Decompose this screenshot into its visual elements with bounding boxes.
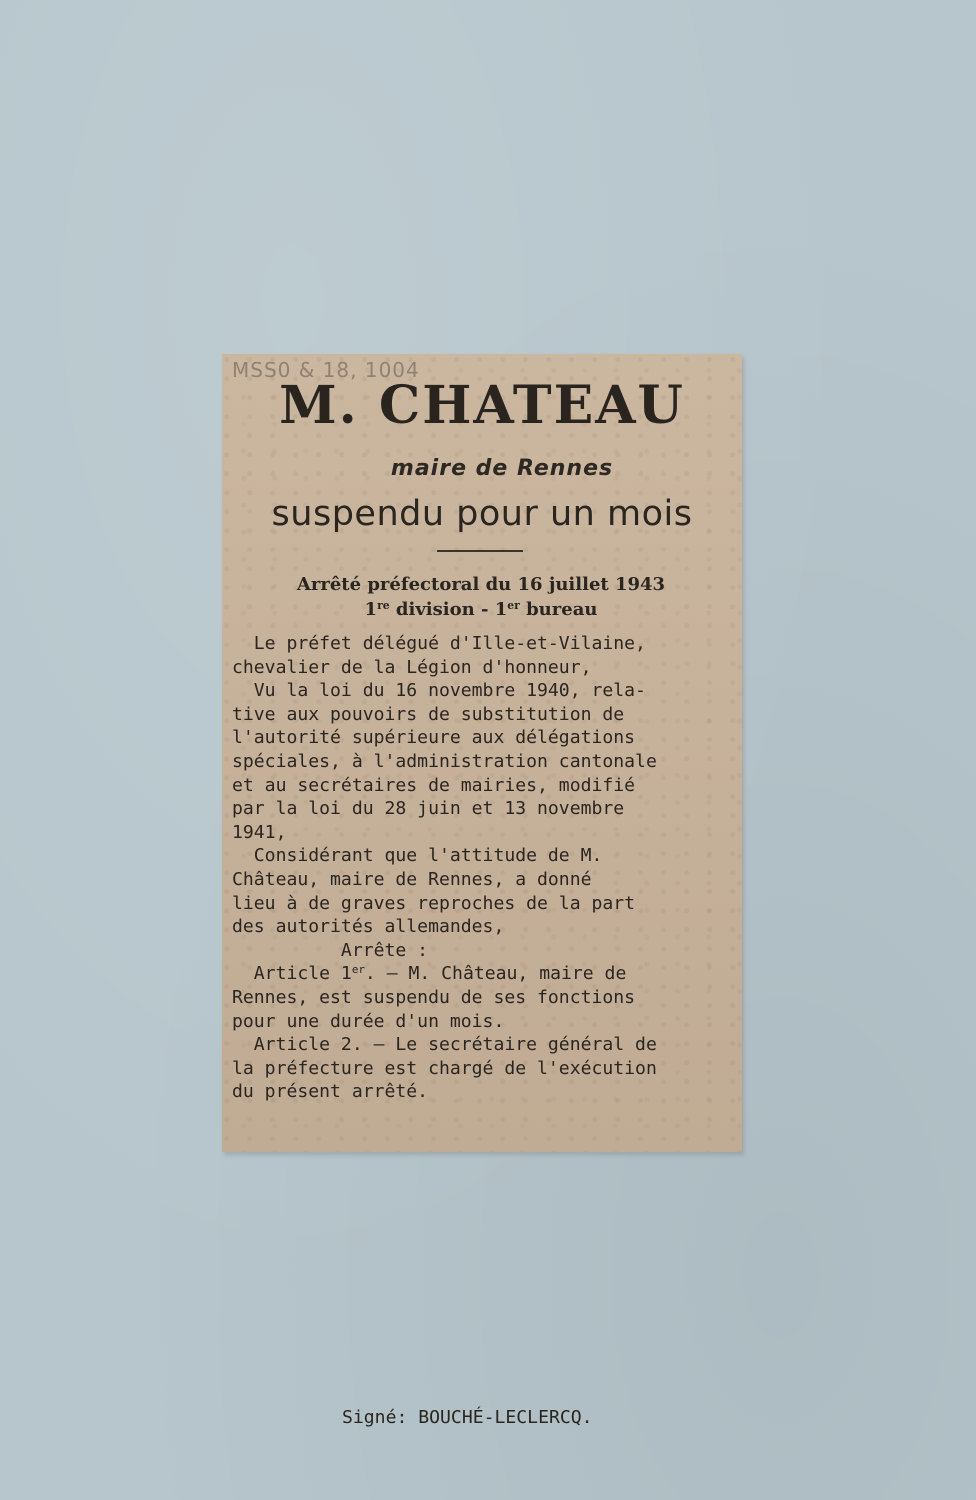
decree-division <box>236 597 726 622</box>
body-line: par la loi du 28 juin et 13 novembre <box>232 798 625 820</box>
body-line: Article 2. — Le secrétaire général de <box>232 1034 657 1056</box>
body-line: Vu la loi du 16 novembre 1940, rela- <box>232 680 646 702</box>
bureau-word: bureau <box>519 599 598 620</box>
heading-separator: - <box>474 599 495 620</box>
signature: Signé: BOUCHÉ-LECLERCQ. <box>342 1407 593 1428</box>
headline: M. CHATEAU <box>279 375 685 436</box>
body-line: Considérant que l'attitude de M. <box>232 845 603 867</box>
newspaper-clipping <box>222 354 742 1428</box>
body-line: la préfecture est chargé de l'exécution <box>232 1057 657 1079</box>
body-line: Rennes, est suspendu de ses fonctions <box>232 986 636 1008</box>
divider-rule <box>437 550 523 552</box>
article-body <box>232 632 732 1104</box>
body-line: l'autorité supérieure aux délégations <box>232 727 636 749</box>
pencil-annotation: MSS0 & 18, 1004 <box>232 358 420 382</box>
body-line: chevalier de la Légion d'honneur, <box>232 656 592 678</box>
body-line-arrete: Arrête : <box>232 939 429 961</box>
article-1-start: Article 1 <box>232 963 352 985</box>
body-line: lieu à de graves reproches de la part <box>232 892 636 914</box>
body-line: Le préfet délégué d'Ille-et-Vilaine, <box>232 633 646 654</box>
division-superscript: re <box>377 599 390 613</box>
subheadline-italic: maire de Rennes <box>390 456 614 481</box>
article-1-line <box>232 962 732 986</box>
body-line: du présent arrêté. <box>232 1081 429 1103</box>
decree-title: Arrêté préfectoral du 16 juillet 1943 <box>296 574 666 595</box>
body-line: Château, maire de Rennes, a donné <box>232 868 592 890</box>
division-number: 1 <box>364 599 378 620</box>
body-line: et au secrétaires de mairies, modifié <box>232 774 636 796</box>
decree-heading <box>236 572 726 622</box>
bureau-superscript: er <box>507 599 520 613</box>
body-line: tive aux pouvoirs de substitution de <box>232 703 625 725</box>
article-1-superscript: er <box>351 963 365 977</box>
subheadline: suspendu pour un mois <box>271 494 693 534</box>
body-line: des autorités allemandes, <box>232 916 505 938</box>
division-word: division <box>389 599 475 620</box>
body-line: pour une durée d'un mois. <box>232 1010 505 1032</box>
article-1-rest: . — M. Château, maire de <box>364 963 627 985</box>
bureau-number: 1 <box>494 599 508 620</box>
body-line: 1941, <box>232 821 287 843</box>
body-line: spéciales, à l'administration cantonale <box>232 750 657 772</box>
